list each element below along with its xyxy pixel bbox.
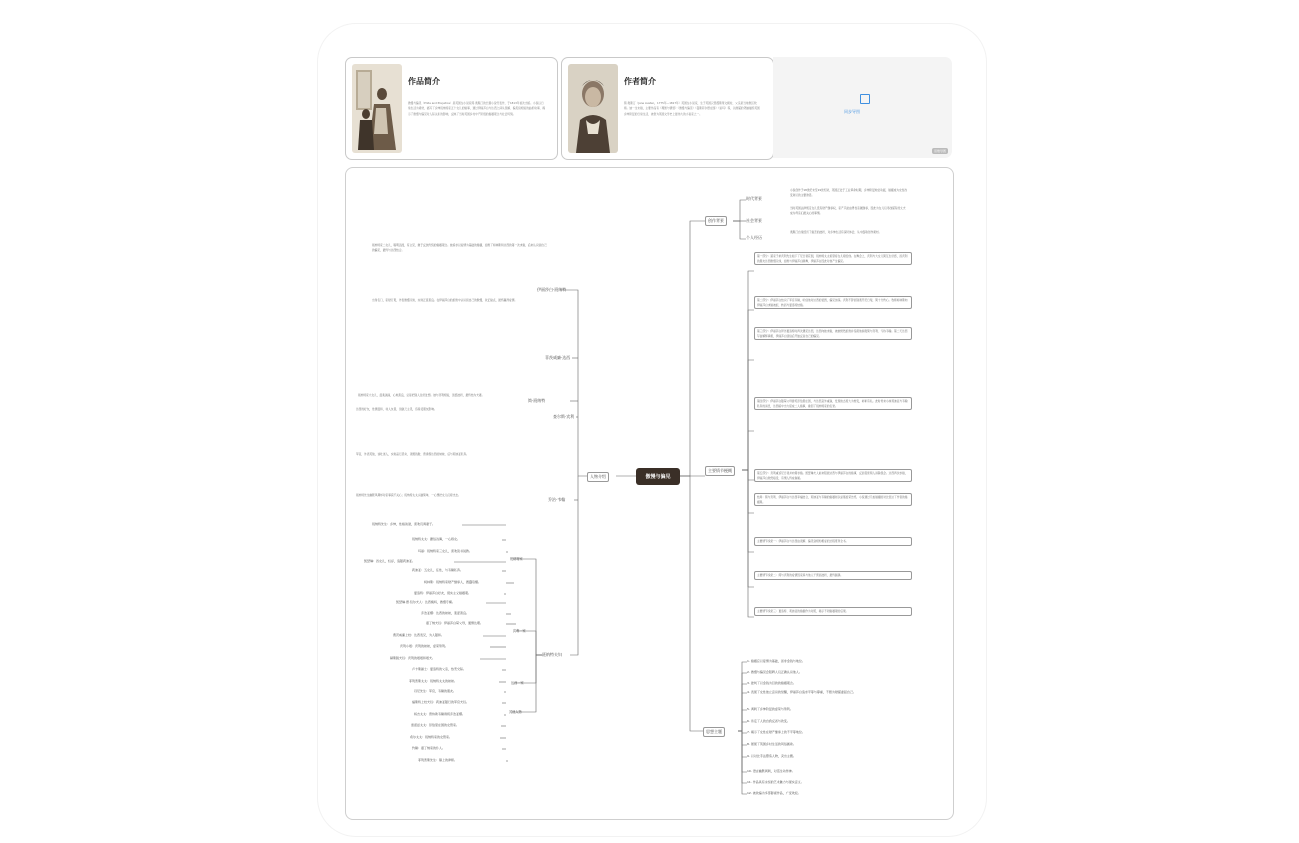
other-person: 嘉丁纳夫妇：伊丽莎白舅父母，通情达理。 (426, 621, 484, 625)
theme-item: 1. 婚姻应以爱情为基础，而非金钱与地位。 (747, 659, 805, 663)
plot-item: 主要情节线索一：伊丽莎白与达西由误解、偏见到相知相爱的过程贯穿全书。 (754, 537, 912, 546)
root-node[interactable]: 傲慢与偏见 (636, 468, 680, 485)
work-intro-title: 作品简介 (408, 77, 440, 86)
other-person: 乔治亚娜：达西的妹妹，羞涩善良。 (421, 611, 470, 615)
other-person: 雷诺兹太太：彭伯里庄园的女管家。 (411, 723, 460, 727)
char-label-1: 菲茨威廉·达西 (545, 355, 571, 360)
plot-item: 第二部分：伊丽莎白结识了军官韦翰，听信他对达西的诋毁，偏见加深。宾利不辞而别离开尼日斐，简十分伤心。牧师柯林斯向伊丽莎白求婚被拒，转而与夏洛特结婚。 (754, 296, 912, 309)
connector-background (680, 221, 705, 476)
author-intro-title: 作者简介 (624, 77, 656, 86)
other-person: 赫斯脱夫妇：宾利的姐姐和姐夫。 (390, 656, 436, 660)
theme-item: 4. 表现了女性独立意识的觉醒，伊丽莎白追求平等与尊重，不愿为财富委屈自己。 (747, 690, 856, 694)
connector-group (514, 655, 542, 683)
other-person: 福斯特上校夫妇：莉迪亚随行的军官夫妇。 (412, 700, 470, 704)
connector-theme-item (738, 731, 747, 794)
other-person: 约翰：嘉丁纳家的仆人。 (412, 746, 446, 750)
connector-theme-item (738, 731, 747, 757)
char-label-0: 伊丽莎白·班纳特 (537, 287, 567, 292)
other-person: 杨吉太太：曾协助韦翰诱拐乔治亚娜。 (414, 712, 466, 716)
connector-bg-0 (733, 200, 746, 221)
theme-item: 6. 肯定了人的自我反省与改变。 (747, 719, 790, 723)
connector-plot-item (742, 431, 754, 470)
plot-item: 结局：简与宾利、伊丽莎白与达西幸福结合，莉迪亚与韦翰的婚姻则以爱慕虚荣告终，小说通过几桩婚姻的对比表达了作者的婚姻观。 (754, 493, 912, 506)
theme-item: 10. 语言幽默讽刺，对话生动传神。 (747, 769, 795, 773)
branch-characters[interactable]: 人物介绍 (587, 472, 609, 482)
char-label-5: 班纳特夫妇 (542, 652, 562, 657)
connector-char-5 (570, 476, 578, 655)
other-person: 希尔太太：班纳特家的女管家。 (410, 735, 453, 739)
other-group: 班纳特家 (510, 557, 523, 561)
other-person: 卢卡斯爵士：夏洛特的父亲，热衷交际。 (412, 667, 467, 671)
other-person: 班纳特先生：乡绅，性格诙谐，喜欢讥讽妻子。 (372, 522, 436, 526)
theme-item: 7. 揭示了女性在财产继承上的不平等地位。 (747, 730, 805, 734)
other-group: 达西一家 (511, 681, 524, 685)
plot-item: 主要情节线索二：简与宾利的爱情因家庭与他人干预而波折，最终圆满。 (754, 571, 912, 580)
plot-item: 主要情节线索三：夏洛特、莉迪亚的婚姻作为对照，揭示不同婚姻观的后果。 (754, 607, 912, 616)
theme-item: 2. 傲慢与偏见会阻碍人们正确认识他人。 (747, 670, 802, 674)
other-person: 费茨威廉上校：达西表兄，为人随和。 (393, 633, 445, 637)
other-person: 丹尼先生：军官，韦翰的朋友。 (414, 689, 457, 693)
branch-plot[interactable]: 主要情节梗概 (705, 466, 735, 476)
sync-mindmap-label: 同步导图 (844, 109, 860, 114)
theme-item: 11. 作品具有永恒的艺术魅力与现实意义。 (747, 780, 804, 784)
background-label-1: 社会背景 (746, 218, 762, 223)
background-text-0: 小说创作于18世纪末至19世纪初，英国正处于工业革命时期，乡绅阶层地位动摇，婚姻成为女性改变命运的主要途径。 (790, 188, 908, 197)
other-person: 柯林斯：班纳特家财产继承人，愚蠢谄媚。 (424, 580, 482, 584)
other-person: 菲利普斯先生：镇上的律师。 (418, 758, 458, 762)
char-text-1: 出身名门，家财万贯，外表傲慢冷淡，实则正直善良。在伊丽莎白的拒绝中认识到自己的傲慢，改正缺点，最终赢得爱情。 (372, 298, 518, 302)
other-person: 夏洛特：伊丽莎白好友，现实主义婚姻观。 (414, 591, 472, 595)
char-text-3: 达西的好友，性情温和，待人友善，但缺乏主见，容易受朋友影响。 (356, 407, 437, 411)
connector-theme-item (738, 662, 747, 731)
connector-theme-item (738, 722, 747, 731)
connector-plot-item (742, 470, 754, 617)
other-person: 玛丽：班纳特家三女儿，喜欢读书说教。 (418, 549, 473, 553)
work-intro-text: 傲慢与偏见（Pride and Prejudice）是英国女小说家简·奥斯汀的长篇小说代表作，于1813年首次出版。小说以日常生活为素材，描写了乡绅班纳特家五个女儿的婚事，通过伊丽莎白与达西之间从误解、偏见到相爱的曲折故事，揭示了傲慢与偏见对人际关系的影响，反映了当时英国乡村中产阶级的婚姻观念与社会风貌。 (408, 101, 546, 116)
author-intro-text: 简·奥斯汀（Jane Austen，1775年—1817年）英国女小说家，生于英国汉普郡斯蒂文顿村，父亲是当地教区牧师。她一生未婚，主要作品有《理智与情感》《傲慢与偏见》《曼斯菲尔德庄园》《爱玛》等，以细腻的笔触描绘英国乡绅阶层的日常生活，被誉为英国文学史上最伟大的小说家之一。 (624, 101, 760, 116)
plot-item: 第五部分：宾利重返尼日斐并向简求婚。凯瑟琳夫人前来阻挠达西与伊丽莎白的婚事，反而促使两人消除误会。达西再次求婚，伊丽莎白欣然接受，有情人终成眷属。 (754, 469, 912, 482)
other-person: 莉迪亚：五女儿，任性，与韦翰私奔。 (412, 568, 464, 572)
background-label-2: 个人经历 (746, 235, 762, 240)
char-label-2: 简·班纳特 (528, 398, 546, 403)
branch-background[interactable]: 创作背景 (705, 216, 727, 226)
connector-char-0 (560, 290, 587, 476)
connector-themes (680, 476, 703, 731)
char-text-0: 班纳特家二女儿，聪明活泼，有主见，敢于反抗传统的婚姻观念。她追求以爱情为基础的婚姻，拒绝了柯林斯和达西的第一次求婚，后来认识到自己的偏见，最终与达西结合。 (372, 243, 547, 252)
other-group: 宾利一家 (513, 629, 526, 633)
connector-group (513, 559, 542, 655)
char-text-5: 班纳特先生幽默风趣却对家事漠不关心；班纳特太太头脑简单，一心想把女儿们嫁出去。 (356, 493, 461, 497)
char-text-4: 军官，外表英俊，谈吐迷人，实则品行恶劣，贪图钱财，曾诱拐达西的妹妹，后与莉迪亚私奔。 (356, 452, 469, 456)
theme-item: 5. 讽刺了乡绅阶层的虚荣与势利。 (747, 707, 793, 711)
background-label-0: 时代背景 (746, 196, 762, 201)
plot-item: 第一部分：富家子弟宾利先生租下了尼日斐花园，班纳特太太希望将女儿嫁给他。在舞会上，宾利与大女儿简互生好感，而宾利的朋友达西傲慢冷淡，拒绝与伊丽莎白跳舞，伊丽莎白因此对他产生偏见。 (754, 252, 912, 265)
connector-theme-item (738, 684, 747, 731)
other-person: 宾利小姐：宾利的妹妹，虚荣势利。 (400, 644, 449, 648)
background-text-2: 奥斯汀自身经历了婚恋的波折，对乡绅生活有深切体会，从中汲取创作素材。 (790, 230, 882, 234)
other-person: 菲利普斯太太：班纳特太太的妹妹。 (409, 679, 458, 683)
connector-theme-item (738, 710, 747, 731)
char-label-4: 乔治·韦翰 (548, 497, 566, 502)
other-person: 凯瑟琳·德·包尔夫人：达西姨妈，傲慢专横。 (396, 600, 455, 604)
char-label-3: 查尔斯·宾利 (553, 414, 575, 419)
connector-group (516, 631, 542, 655)
connector-theme-item (738, 731, 747, 772)
theme-item: 3. 批判了以金钱为目的的婚姻观念。 (747, 681, 796, 685)
other-group: 其他人物 (509, 710, 522, 714)
branch-themes[interactable]: 思想主题 (703, 727, 725, 737)
other-person: 班纳特太太：庸俗浅薄，一心嫁女。 (412, 537, 461, 541)
plot-item: 第三部分：伊丽莎白拜访夏洛特时再次遇见达西，达西向她求婚，被她愤然拒绝并指责他拆散简与宾利、亏待韦翰。第二天达西写信解释真相，伊丽莎白读信后开始反省自己的偏见。 (754, 327, 912, 340)
connector-bg-2 (733, 221, 746, 239)
theme-item: 12. 被改编为多部影视作品，广受欢迎。 (747, 791, 801, 795)
theme-item: 9. 以对比手法塑造人物，突出主题。 (747, 754, 796, 758)
theme-item: 8. 展现了英国乡村生活的风俗画卷。 (747, 742, 796, 746)
other-person: 凯瑟琳：四女儿，轻浮，追随莉迪亚。 (364, 559, 416, 563)
plot-item: 第四部分：伊丽莎白随舅父母游览彭伯里庄园，与达西意外重逢，发现他态度大为转变，彬彬有礼。此时传来小妹莉迪亚与韦翰私奔的消息，达西暗中出力促成二人婚事，挽回了班纳特家的名誉。 (754, 397, 912, 410)
connector-theme-item (738, 693, 747, 731)
background-text-1: 当时英国法律规定女儿没有财产继承权，家产只能由男性亲属继承，因此为女儿们寻找富有的丈夫成为母亲们最关心的事情。 (790, 206, 906, 215)
mindmap-badge: 思维导图 (933, 149, 946, 153)
char-text-2: 班纳特家大女儿，温柔美丽，心地善良，总是把别人往好处想。她与宾利相爱，虽经波折，最终结为夫妻。 (358, 393, 485, 397)
